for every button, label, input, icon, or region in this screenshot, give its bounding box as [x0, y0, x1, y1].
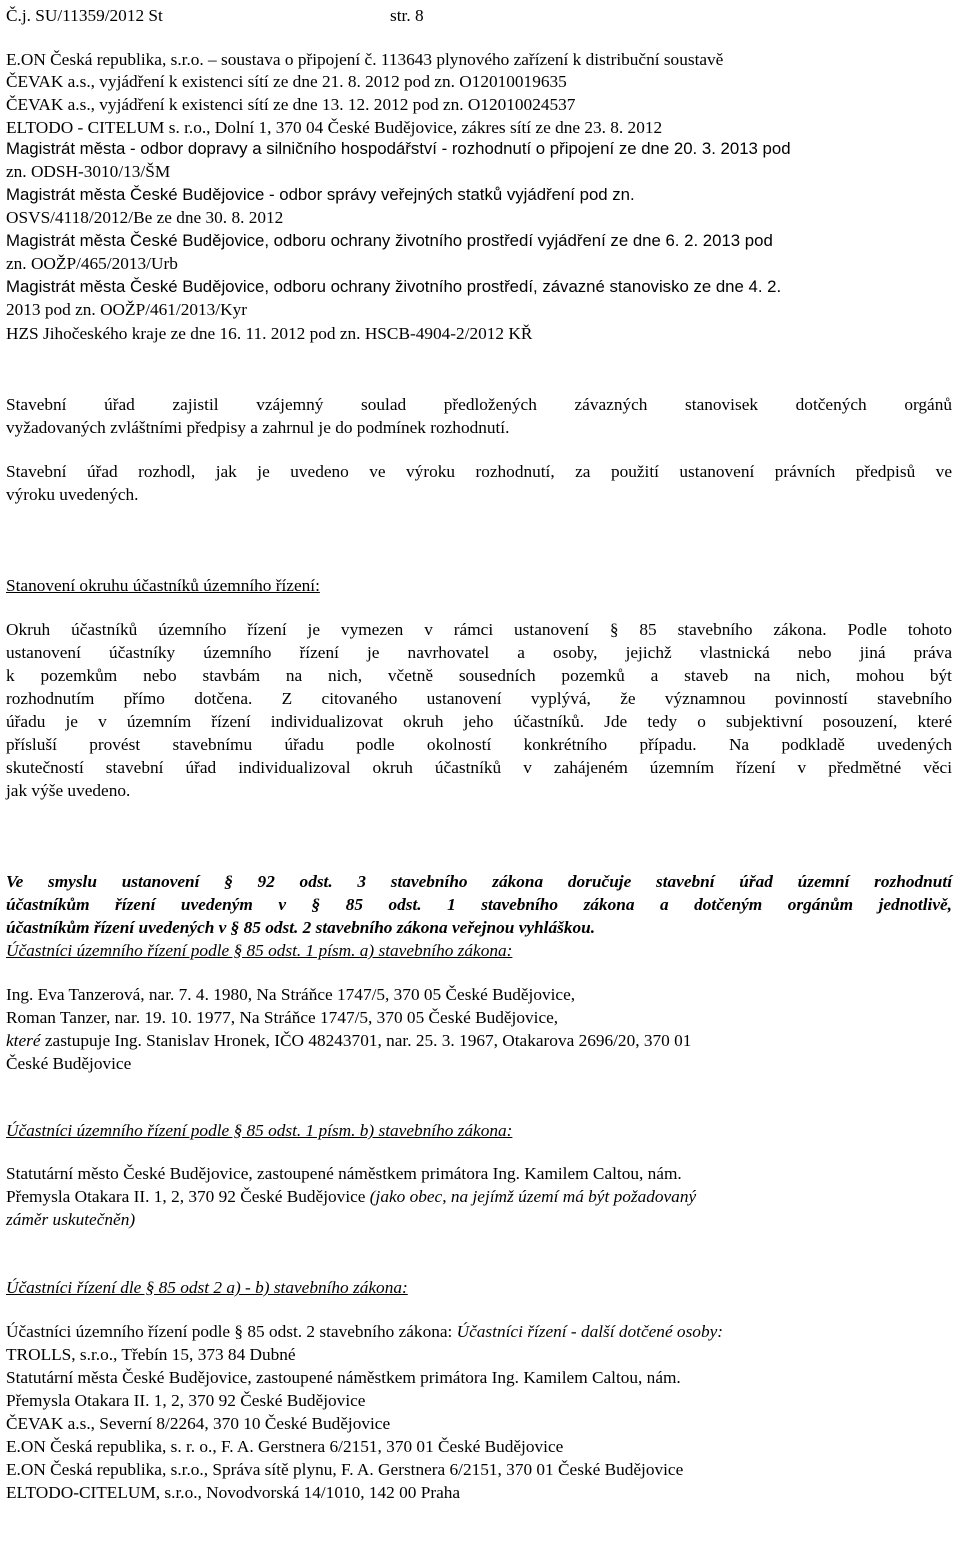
section-heading: Účastníci řízení dle § 85 odst 2 a) - b) stavebního zákona:	[6, 1278, 408, 1297]
participant-note: Účastníci řízení - další dotčené osoby:	[456, 1322, 724, 1341]
participant-line: České Budějovice	[6, 1054, 132, 1073]
representative-label: které	[6, 1031, 41, 1050]
participant-note: záměr uskutečněn)	[6, 1210, 136, 1229]
paragraph-line: vyžadovaných zvláštními předpisy a zahrnul je do podmínek rozhodnutí.	[6, 418, 510, 437]
participant-text: Účastníci územního řízení podle § 85 odst. 2 stavebního zákona:	[6, 1322, 457, 1341]
participant-note: (jako obec, na jejímž území má být požadovaný	[369, 1187, 697, 1206]
participant-line: Roman Tanzer, nar. 19. 10. 1977, Na Stráňce 1747/5, 370 05 České Budějovice,	[6, 1008, 559, 1027]
statement-line: Magistrát města České Budějovice - odbor správy veřejných statků vyjádření pod zn.	[6, 185, 635, 204]
participant-line: E.ON Česká republika, s. r. o., F. A. Gerstnera 6/2151, 370 01 České Budějovice	[6, 1437, 564, 1456]
participant-text: Přemysla Otakara II. 1, 2, 370 92 České Budějovice	[6, 1187, 370, 1206]
statement-line: zn. OOŽP/465/2013/Urb	[6, 254, 178, 273]
paragraph-line: ustanovení účastníky územního řízení je navrhovatel a osoby, jejichž vlastnická nebo jiná práva	[6, 643, 952, 662]
statement-line: ČEVAK a.s., vyjádření k existenci sítí ze dne 21. 8. 2012 pod zn. O12010019635	[6, 72, 567, 91]
paragraph-line: výroku uvedených.	[6, 485, 139, 504]
participant-line	[6, 1320, 723, 1344]
participant-line: E.ON Česká republika, s.r.o., Správa sítě plynu, F. A. Gerstnera 6/2151, 370 01 České Budějovice	[6, 1460, 684, 1479]
statement-line: zn. ODSH-3010/13/ŠM	[6, 162, 171, 181]
paragraph-line: Ve smyslu ustanovení § 92 odst. 3 stavebního zákona doručuje stavební úřad územní rozhodnutí	[6, 872, 952, 891]
paragraph-line: Stavební úřad zajistil vzájemný soulad předložených závazných stanovisek dotčených orgánů	[6, 395, 952, 414]
statement-line: ELTODO - CITELUM s. r.o., Dolní 1, 370 04 České Budějovice, zákres sítí ze dne 23. 8. 2012	[6, 118, 663, 137]
paragraph-line: úřadu je v územním řízení individualizovat okruh jeho účastníků. Jde tedy o subjektivní posouzení, které	[6, 712, 952, 731]
participant-line: Statutární města České Budějovice, zastoupené náměstkem primátora Ing. Kamilem Caltou, nám.	[6, 1368, 681, 1387]
paragraph-line: jak výše uvedeno.	[6, 781, 131, 800]
paragraph-line: rozhodnutím přímo dotčena. Z citovaného ustanovení vyplývá, že významnou povinností stavebního	[6, 689, 952, 708]
paragraph-line: k pozemkům nebo stavbám na nich, včetně sousedních pozemků a staveb na nich, mohou být	[6, 666, 952, 685]
participant-line: Přemysla Otakara II. 1, 2, 370 92 České Budějovice	[6, 1391, 366, 1410]
paragraph-line: Okruh účastníků územního řízení je vymezen v rámci ustanovení § 85 stavebního zákona. Podle tohoto	[6, 620, 952, 639]
section-heading: Účastníci územního řízení podle § 85 odst. 1 písm. a) stavebního zákona:	[6, 941, 513, 960]
paragraph-line: přísluší provést stavebnímu úřadu podle okolností konkrétního případu. Na podkladě uvedených	[6, 735, 952, 754]
statement-line: OSVS/4118/2012/Be ze dne 30. 8. 2012	[6, 208, 284, 227]
statement-line: ČEVAK a.s., vyjádření k existenci sítí ze dne 13. 12. 2012 pod zn. O12010024537	[6, 95, 576, 114]
participant-line: TROLLS, s.r.o., Třebín 15, 373 84 Dubné	[6, 1345, 296, 1364]
statement-line: Magistrát města České Budějovice, odboru ochrany životního prostředí vyjádření ze dne 6. 2. 2013 pod	[6, 231, 773, 250]
statement-line: 2013 pod zn. OOŽP/461/2013/Kyr	[6, 300, 247, 319]
statement-line: Magistrát města - odbor dopravy a silničního hospodářství - rozhodnutí o připojení ze dne 20. 3. 2013 pod	[6, 139, 791, 158]
participant-line: Statutární město České Budějovice, zastoupené náměstkem primátora Ing. Kamilem Caltou, nám.	[6, 1164, 682, 1183]
participant-line: Ing. Eva Tanzerová, nar. 7. 4. 1980, Na Stráňce 1747/5, 370 05 České Budějovice,	[6, 985, 576, 1004]
participant-line	[6, 1185, 696, 1209]
paragraph-line: účastníkům řízení uvedeným v § 85 odst. 1 stavebního zákona a dotčeným orgánům jednotlivě,	[6, 895, 952, 914]
paragraph-line: Stavební úřad rozhodl, jak je uvedeno ve výroku rozhodnutí, za použití ustanovení právních předpisů ve	[6, 462, 952, 481]
case-reference: Č.j. SU/11359/2012 St	[6, 6, 163, 25]
paragraph-line: účastníkům řízení uvedených v § 85 odst. 2 stavebního zákona veřejnou vyhláškou.	[6, 918, 596, 937]
page-number: str. 8	[390, 6, 424, 25]
participant-line: ELTODO-CITELUM, s.r.o., Novodvorská 14/1010, 142 00 Praha	[6, 1483, 461, 1502]
statement-line: HZS Jihočeského kraje ze dne 16. 11. 2012 pod zn. HSCB-4904-2/2012 KŘ	[6, 324, 533, 343]
statement-line: E.ON Česká republika, s.r.o. – soustava o připojení č. 113643 plynového zařízení k distribuční soustavě	[6, 50, 724, 69]
statement-line: Magistrát města České Budějovice, odboru ochrany životního prostředí, závazné stanovisko ze dne 4. 2.	[6, 277, 782, 296]
participant-line: ČEVAK a.s., Severní 8/2264, 370 10 České Budějovice	[6, 1414, 391, 1433]
section-heading: Účastníci územního řízení podle § 85 odst. 1 písm. b) stavebního zákona:	[6, 1121, 513, 1140]
representative-text: zastupuje Ing. Stanislav Hronek, IČO 48243701, nar. 25. 3. 1967, Otakarova 2696/20, 370 01	[40, 1031, 692, 1050]
section-heading: Stanovení okruhu účastníků územního řízení:	[6, 576, 320, 595]
paragraph-line: skutečností stavební úřad individualizoval okruh účastníků v zahájeném územním řízení v předmětné věci	[6, 758, 952, 777]
participant-line	[6, 1029, 691, 1053]
